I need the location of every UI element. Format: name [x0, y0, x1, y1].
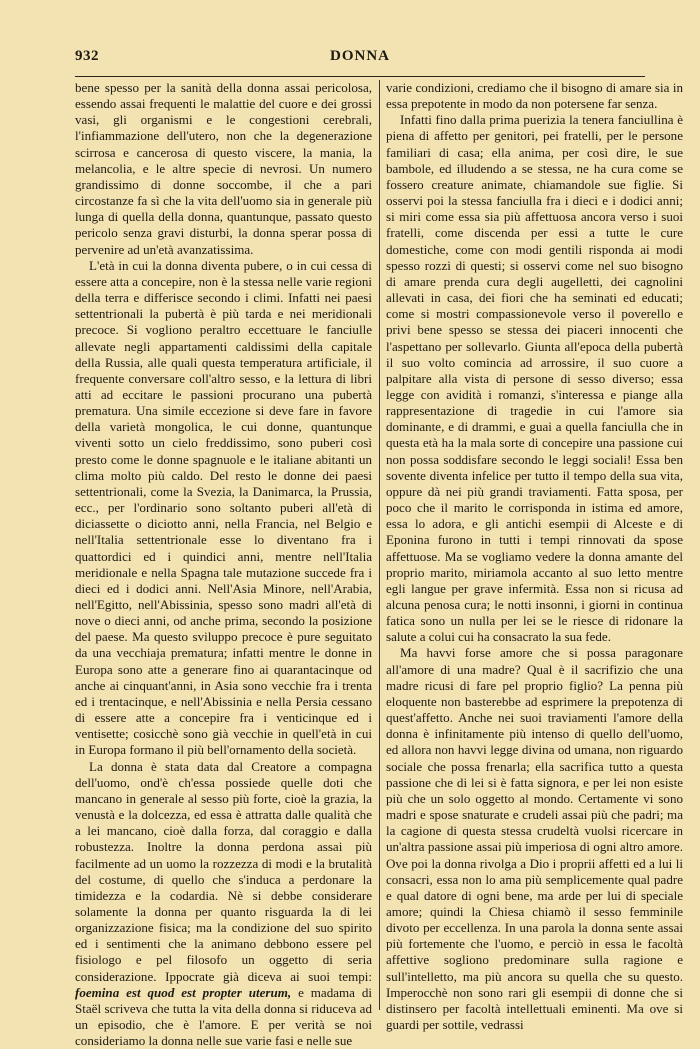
page-number: 932 [75, 48, 99, 64]
paragraph-text: La donna è stata data dal Creatore a compagna dell'uomo, ond'è ch'essa possiede quelle doti che mancano in generale al sesso più forte, cioè la grazia, la venustà e la dolcezza, ed essa è attratta dalle qualità che a lei mancano, cioè dalla forza, dal coraggio e dalla robustezza. Inoltre la donna perdona assai più facilmente ad un uomo la rozzezza di modi e la brutalità del costume, di quello che s'induca a perdonare la timidezza e la codardia. Nè si debbe considerare solamente la donna per quanto risguarda la di lei organizzazione fisica; ma la condizione del suo spirito ed i sentimenti che la animano debbono essere pel fisiologo e pel filosofo un oggetto di seria considerazione. Ippocrate già diceva ai suoi tempi: [75, 758, 372, 984]
paragraph: L'età in cui la donna diventa pubere, o in cui cessa di essere atta a concepire, non è la stessa nelle varie regioni della terra e differisce secondo i climi. Infatti nei paesi settentrionali la pubertà è più tarda e nei meridionali precoce. Si vogliono peraltro eccettuare le fanciulle allevate negli appartamenti caldissimi della capitale della Russia, alle quali questa temperatura artificiale, il frequente conversare coll'altro sesso, e la lettura di libri atti ad eccitare le passioni procurano una pubertà prematura. Una simile eccezione si deve fare in favore della varietà mongolica, le cui donne, quantunque viventi sotto un cielo freddissimo, sono puberi così presto come le donne spagnuole e le italiane abitanti un clima molto più caldo. Del resto le donne dei paesi settentrionali, come la Svezia, la Danimarca, la Prussia, ecc., per l'ordinario sono soltanto puberi all'età di diciassette o diciotto anni, nella Francia, nel Belgio e nell'Italia settentrionale esse lo diventano fra i quattordici ed i quindici anni, mentre nell'Italia meridionale e nella Spagna tale mutazione succede fra i dieci ed i dodici anni. Nell'Asia Minore, nell'Arabia, nell'Egitto, nell'Abissinia, spesso sono madri all'età di nove o dieci anni, od anche prima, secondo la posizione del paese. Ma questo sviluppo precoce è pure seguitato da una vecchiaja prematura; infatti mentre le donne in Europa sono atte a generare fino ai quarantacinque od anche ai cinquant'anni, in Asia sono vecchie fra i trenta ed i trentacinque, e nell'Abissinia e nella Persia cessano di essere atte a concepire fra i venticinque ed i ventisette; cosicchè sono già vecchie in quell'età in cui in Europa formano il più bell'ornamento della società. [75, 257, 372, 758]
header-rule [75, 76, 645, 77]
left-column [75, 80, 373, 1049]
paragraph: bene spesso per la sanità della donna assai pericolosa, essendo assai frequenti le malattie del cuore e dei grossi vasi, gli organismi e le congestioni cerebrali, l'infiammazione dell'utero, non che la degenerazione scirrosa e cancerosa di questo viscere, la mania, la melancolia, e le altre specie di nevrosi. Un numero grandissimo di donne soccombe, il che a pari circostanze fa sì che la vita dell'uomo sia in generale più lunga di quella della donna, quantunque, passato questo pericolo senza gravi disturbi, la donna sperar possa di pervenire ad un'età avanzatissima. [75, 80, 372, 257]
paragraph: Ma havvi forse amore che si possa paragonare all'amore di una madre? Qual è il sacrifizio che una madre ricusi di fare pel proprio figlio? La penna più eloquente non basterebbe ad esprimere la prepotenza di quest'affetto. Anche nei suoi traviamenti l'amore della donna è infinitamente più intenso di quello dell'uomo, ed allora non havvi legge divina od umana, non riguardo sociale che possa frenarla; ella sacrifica tutto a questa passione che di lei si è fatta signora, e per lei non esiste più che un solo oggetto al mondo. Certamente vi sono madri e spose snaturate e crudeli assai più che padri; ma la cagione di questa stessa crudeltà vuolsi ricercare in un'altra passione assai più imperiosa di ogni altro amore. Ove poi la donna rivolga a Dio i proprii affetti ed a lui li consacri, essa non lo ama più semplicemente qual padre e qual datore di ogni bene, ma arde per lui di speciale amore; quindi la Chiesa chiamò il sesso femminile divoto per eccellenza. In una parola la donna sente assai più fortemente che l'uomo, e perciò in essa le facoltà affettive sogliono predominare sulla ragione e sull'intelletto, ma più ancora su quella che su questo. Imperocchè non sono rari gli esempii di donne che si distinsero per facoltà intellettuali eminenti. Ma ove si guardi per sottile, vedrassi [386, 645, 683, 1033]
paragraph [75, 759, 372, 1049]
paragraph-text: e madama di Staël scriveva che tutta la vita della donna si riduceva ad un episodio, che è l'amore. E per verità se noi consideriamo la donna nelle sue varie fasi e nelle sue [75, 984, 373, 1049]
paragraph: Infatti fino dalla prima puerizia la tenera fanciullina è piena di affetto per genitori, pei fratelli, per le persone familiari di casa; ella anima, per così dire, le sue bambole, ed illudendo a se stessa, ne ha cura come se fossero creature animate, chiamandole sue figlie. Si osservi poi la stessa fanciulla fra i dieci e i dodici anni; si miri come essa sia più affettuosa ancora verso i suoi fratelli, come discenda per essi a tutte le cure domestiche, come con modi gentili risponda ai modi spesso rozzi di questi; si osservi come nel suo bisogno di amare prenda cura degli augelletti, dei cagnolini allevati in casa, dei fiori che ha seminati ed educati; come si mostri compassionevole verso il poverello e privi bene spesso se stessa dei piaceri innocenti che l'aspettano per sollevarlo. Giunta all'epoca della pubertà il suo volto comincia ad arrossire, il suo cuore a palpitare alla vista di persone di sesso diverso; essa legge con avidità i romanzi, s'interessa e piange alla rappresentazione di tragedie in cui l'amore sia dominante, e di drammi, e guai a quella fanciulla che in questa età ha la mala sorte di concepire una passione cui non possa soddisfare secondo le leggi sociali! Essa ben sovente diventa infelice per tutto il tempo della sua vita, oppure dà nei più grandi traviamenti. Fatta sposa, per poco che il marito le corrisponda in istima ed amore, essa lo adora, e gli antichi esempii di Alceste e di Eponina furono in tutti i tempi rinnovati da spose affettuose. Ma se vogliamo vedere la donna amante del proprio marito, miriamola accanto al suo letto mentre egli langue per grave infermità. Essa non si ricusa ad alcuna penosa cura; le notti insonni, i giorni in continua fatica sono un nulla per lei se le riesce di ridonare la salute a colui cui ha consacrato la sua fede. [386, 112, 683, 645]
running-title: DONNA [330, 48, 390, 64]
page-header [75, 48, 645, 74]
column-divider [379, 80, 380, 1010]
latin-quote: foemina est quod est propter uterum, [75, 984, 292, 1000]
paragraph: varie condizioni, crediamo che il bisogno di amare sia in essa prepotente in modo da non potersene far senza. [386, 80, 683, 112]
right-column [386, 80, 683, 1033]
